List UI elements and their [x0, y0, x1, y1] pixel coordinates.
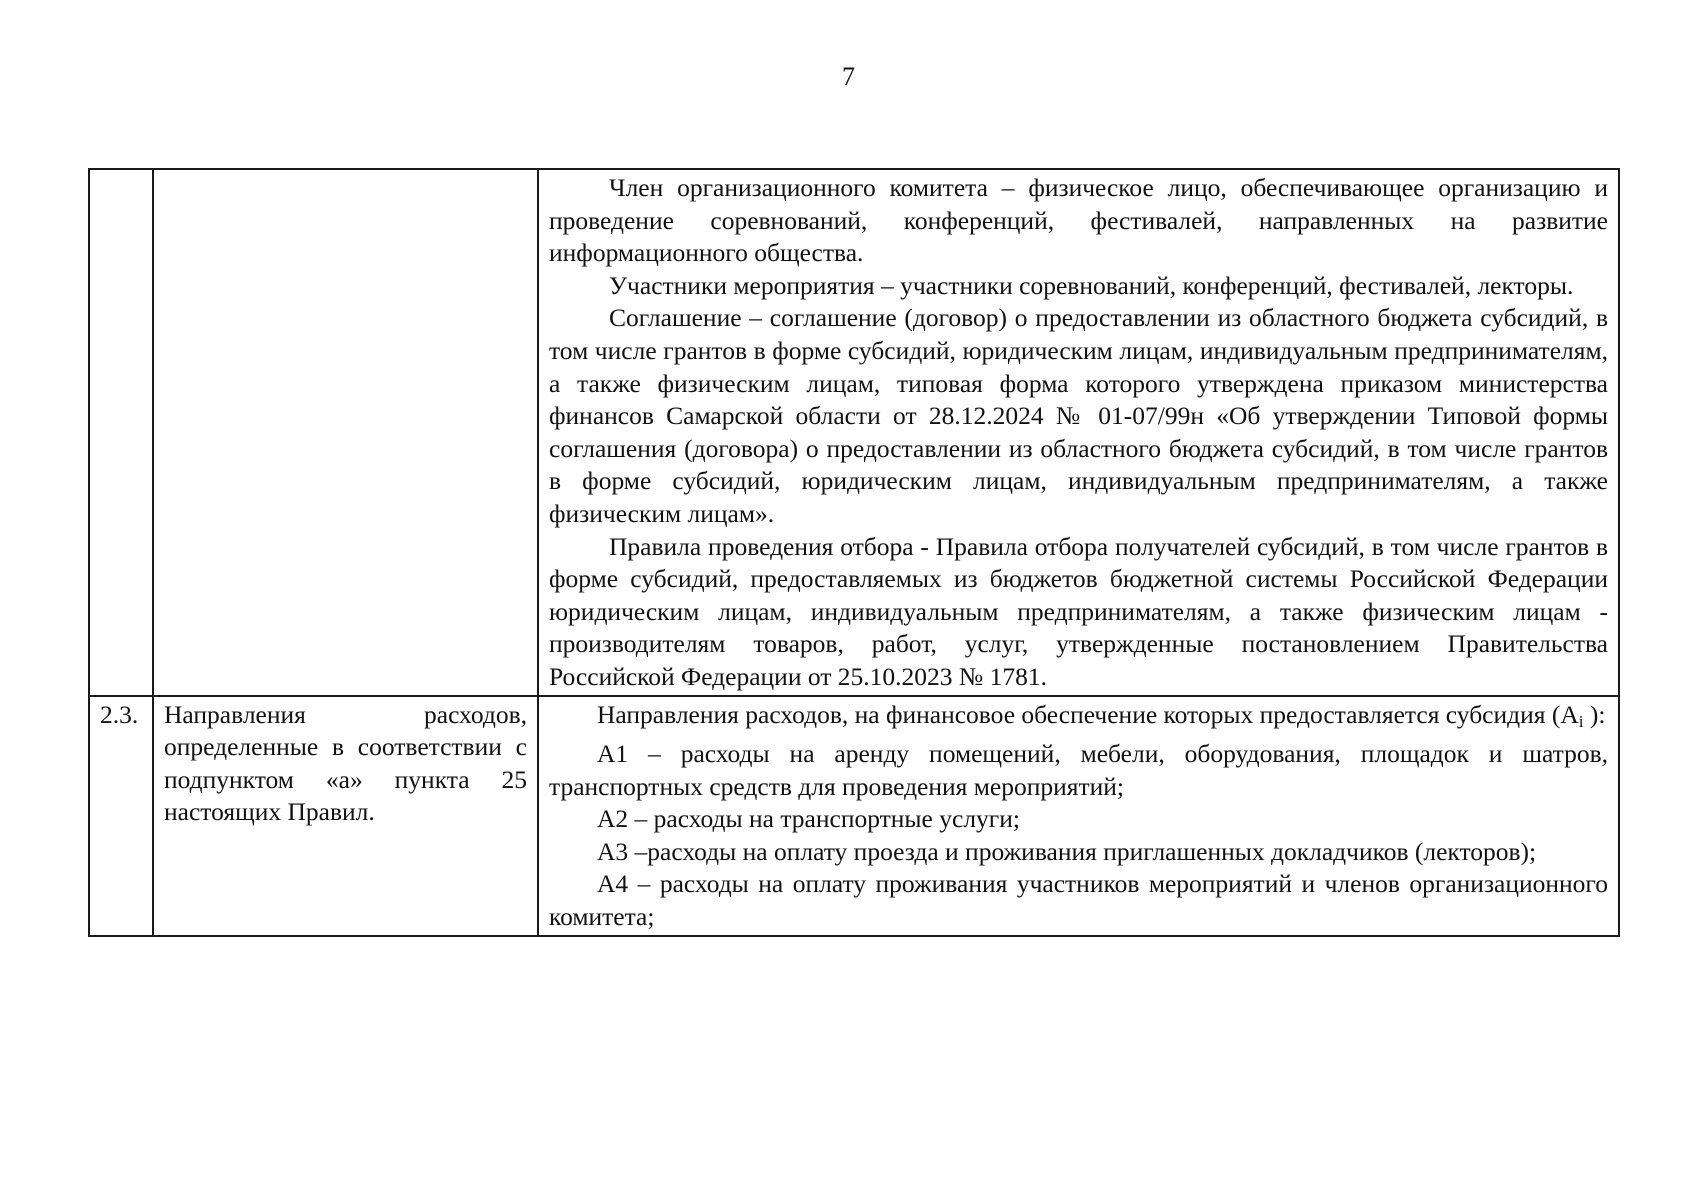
intro-paragraph — [549, 699, 1608, 739]
definition-paragraph: Член организационного комитета – физическое лицо, обеспечивающее организацию и проведение соревнований, конференций, фестивалей, направленных на развитие информационного общества. — [549, 173, 1608, 268]
row-content-cell — [538, 169, 1619, 696]
definition-paragraph: Участники мероприятия – участники соревнований, конференций, фестивалей, лекторы. — [609, 270, 1574, 300]
definition-paragraph: Соглашение – соглашение (договор) о предоставлении из областного бюджета субсидий, в том числе грантов в форме субсидий, юридическим лицам, индивидуальным предпринимателям, а также физическим лицам, типовая форма которого утверждена приказом министерства финансов Самарской области от 28.12.2024 № 01-07/99н «Об утверждении Типовой формы соглашения (договора) о предоставлении из областного бюджета субсидий, в том числе грантов в форме субсидий, юридическим лицам, индивидуальным предпринимателям, а также физическим лицам». — [549, 303, 1608, 528]
table-row — [89, 169, 1619, 696]
intro-tail: ): — [1583, 699, 1606, 729]
expense-item: А4 – расходы на оплату проживания участников мероприятий и членов организационного комитета; — [549, 869, 1608, 932]
intro-text: Направления расходов, на финансовое обеспечение которых предоставляется субсидия (A — [597, 699, 1579, 729]
document-table — [88, 168, 1620, 937]
expense-item: А2 – расходы на транспортные услуги; — [597, 804, 1020, 834]
table-row — [89, 696, 1619, 936]
row-label-cell — [153, 169, 538, 696]
page-number: 7 — [842, 62, 855, 91]
expense-item: А1 – расходы на аренду помещений, мебели, оборудования, площадок и шатров, транспортных средств для проведения мероприятий; — [549, 739, 1608, 801]
row-content-cell — [538, 696, 1619, 936]
row-number-cell — [89, 169, 153, 696]
intro-subscript: i — [1578, 711, 1584, 731]
definition-paragraph: Правила проведения отбора - Правила отбора получателей субсидий, в том числе грантов в форме субсидий, предоставляемых из бюджетов бюджетной системы Российской Федерации юридическим лицам, индивидуальным предпринимателям, а также физическим лицам - производителям товаров, работ, услуг, утвержденные постановлением Правительства Российской Федерации от 25.10.2023 № 1781. — [549, 531, 1608, 691]
expense-item: А3 –расходы на оплату проезда и проживания приглашенных докладчиков (лекторов); — [597, 836, 1537, 866]
row-label-cell: Направления расходов, определенные в соответствии с подпунктом «а» пункта 25 настоящих Правил. — [153, 696, 538, 936]
row-number-cell: 2.3. — [89, 696, 153, 936]
